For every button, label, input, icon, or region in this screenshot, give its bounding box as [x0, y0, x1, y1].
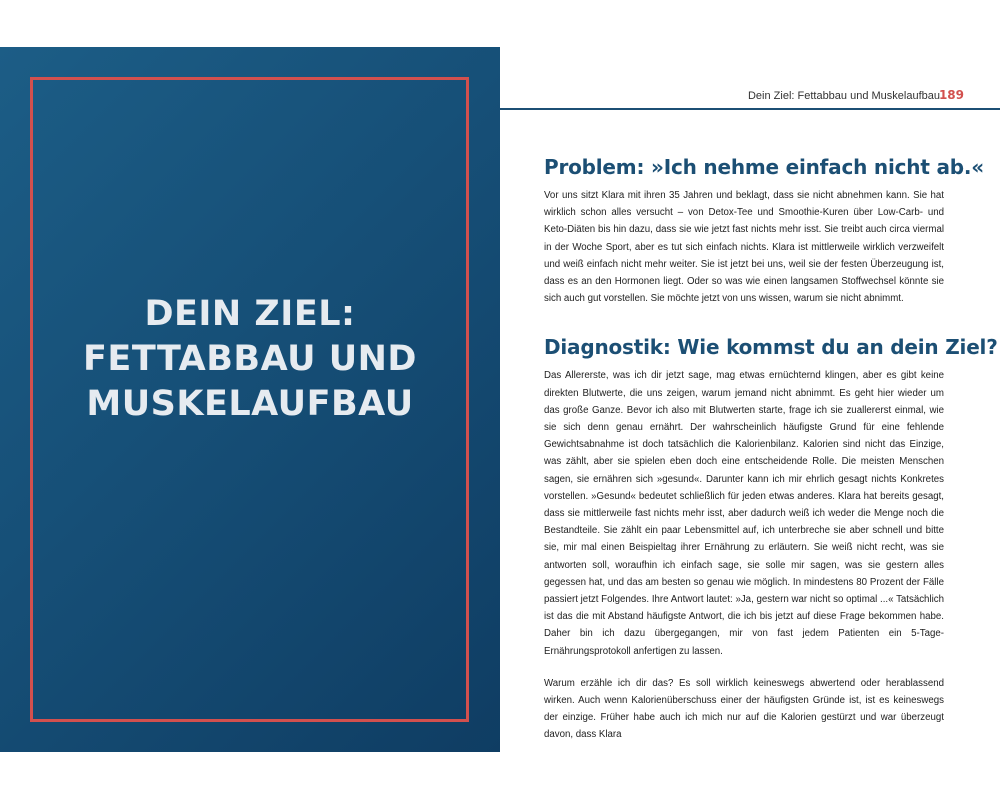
text-page [500, 47, 1000, 752]
chapter-title-line: FETTABBAU UND [83, 339, 417, 379]
body-paragraph: Das Allererste, was ich dir jetzt sage, mag etwas ernüchternd klingen, aber es gibt keine direkten Blutwerte, die uns zeigen, warum jemand nicht abnimmt. Es geht hier wieder um das große Ganze. Bevor ich also mit Blutwerten starte, frage ich sie zuallererst einmal, wie sie sich denn genau ernährt. Der wahrscheinlich häufigste Grund für eine fehlende Gewichtsabnahme ist doch tatsächlich die Kalorienbilanz. Kalorien sind nicht das Einzige, was zählt, aber sie spielen eben doch eine entscheidende Rolle. Die meisten Menschen sagen, sie ernähren sich »gesund«. Darunter kann ich mir ehrlich gesagt nichts Konkretes vorstellen. »Gesund« bedeutet schließlich für jeden etwas anderes. Klara hat bereits gesagt, dass sie mittlerweile fast nichts mehr isst, aber dadurch weiß ich weder die Menge noch die Bestandteile. Sie zählt ein paar Lebensmittel auf, ich unterbreche sie aber schnell und bitte sie, mir mal einen Beispieltag ihrer Ernährung zu erläutern. Sie weiß nicht recht, was sie antworten soll, woraufhin ich einfach sage, sie solle mir sagen, was sie gestern alles gegessen hat, und das am besten so genau wie möglich. In mindestens 80 Prozent der Fälle passiert jetzt Folgendes. Ihre Antwort lautet: »Ja, gestern war nicht so optimal ...« Tatsächlich ist das die mit Abstand häufigste Antwort, die ich bis jetzt auf diese Frage bekommen habe. Daher bin ich dazu übergegangen, mir von fast jedem Patienten ein 5-Tage-Ernährungsprotokoll anfertigen zu lassen. [544, 370, 944, 657]
running-header [500, 88, 1000, 110]
body-paragraph: Vor uns sitzt Klara mit ihren 35 Jahren und beklagt, dass sie nicht abnehmen kann. Sie hat wirklich schon alles versucht – von Detox-Tee und Smoothie-Kuren über Low-Carb- und Keto-Diäten bis hin dazu, dass sie wie jetzt fast nichts mehr isst. Sie treibt auch circa viermal in der Woche Sport, aber es tut sich einfach nichts. Klara ist mittlerweile wirklich verzweifelt und weiß einfach nicht mehr weiter. Sie ist jetzt bei uns, weil sie der festen Überzeugung ist, dass es an den Hormonen liegt. Oder so was wie einen langsamen Stoffwechsel könnte sie sich auch gut vorstellen. Sie möchte jetzt von uns wissen, warum sie nicht abnimmt. [544, 190, 944, 305]
page-content [544, 154, 998, 744]
chapter-title-line: MUSKELAUFBAU [86, 384, 414, 424]
section-heading-diagnostik: Diagnostik: Wie kommst du an dein Ziel? [544, 335, 998, 360]
running-header-title: Dein Ziel: Fettabbau und Muskelaufbau [747, 90, 940, 102]
chapter-title-line: DEIN ZIEL: [144, 294, 356, 334]
chapter-opener-page [0, 47, 500, 752]
body-paragraph: Warum erzähle ich dir das? Es soll wirklich keineswegs abwertend oder herablassend wirken. Auch wenn Kalorienüberschuss einer der häufigsten Gründe ist, ist es keineswegs der einzige. Früher habe auch ich mich nur auf die Kalorien gestürzt und war überzeugt davon, dass Klara [544, 677, 944, 741]
chapter-title [0, 292, 500, 427]
page-number: 189 [938, 88, 964, 102]
section-heading-problem: Problem: »Ich nehme einfach nicht ab.« [544, 155, 984, 179]
